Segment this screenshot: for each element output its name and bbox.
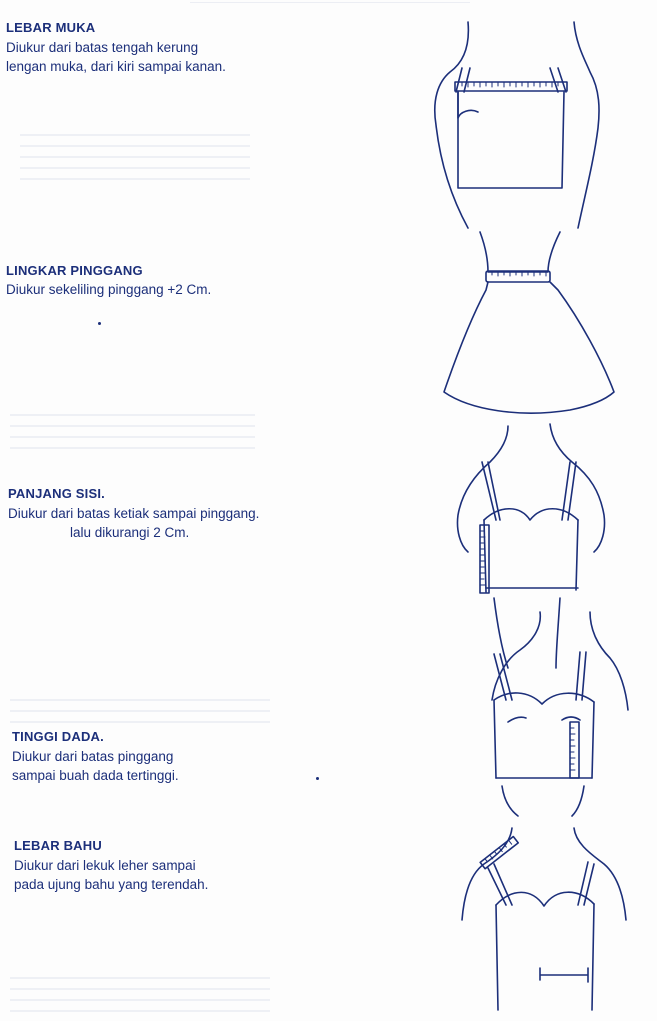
figure-waist	[444, 232, 614, 413]
strap-right	[576, 652, 586, 700]
figure-outline	[574, 22, 599, 228]
figure-shoulder-width	[462, 828, 626, 1010]
figure-bust-height	[492, 612, 628, 816]
bodice-sides	[484, 520, 578, 592]
figure-outline	[590, 612, 628, 710]
dimension-line	[540, 968, 588, 982]
section-line: Diukur sekeliling pinggang +2 Cm.	[6, 282, 212, 297]
section-line: Diukur dari batas ketiak sampai pinggang.	[8, 506, 260, 521]
figure-outline	[492, 612, 540, 700]
strap-right	[550, 68, 566, 92]
section-heading: TINGGI DADA.	[12, 729, 104, 744]
figure-front-width	[435, 22, 599, 228]
section-heading: LINGKAR PINGGANG	[6, 263, 143, 278]
figure-outline	[502, 786, 584, 816]
neckline	[494, 693, 594, 704]
figure-side-length	[457, 424, 604, 668]
bust-points	[508, 717, 580, 722]
skirt-outline	[444, 282, 614, 413]
strap-right	[578, 862, 594, 905]
strap-left	[456, 68, 470, 92]
section-line: sampai buah dada tertinggi.	[12, 768, 179, 783]
figure-outline	[462, 828, 512, 920]
figure-outline	[494, 598, 560, 668]
figure-outline	[457, 426, 508, 552]
torso-outline	[480, 232, 560, 272]
measuring-tape	[455, 82, 567, 91]
bodice-outline	[458, 92, 564, 188]
section-line: lengan muka, dari kiri sampai kanan.	[6, 59, 226, 74]
figure-outline	[574, 828, 626, 920]
section-line: Diukur dari batas pinggang	[12, 749, 174, 764]
section-line: Diukur dari batas tengah kerung	[6, 40, 199, 55]
section-heading: LEBAR BAHU	[14, 838, 102, 853]
section-line: pada ujung bahu yang terendah.	[14, 877, 209, 892]
armhole-line	[458, 92, 478, 118]
section-heading: LEBAR MUKA	[6, 20, 96, 35]
strap-left	[488, 864, 512, 905]
section-line: Diukur dari lekuk leher sampai	[14, 858, 196, 873]
section-heading: PANJANG SISI.	[8, 486, 105, 501]
section-line: lalu dikurangi 2 Cm.	[70, 525, 190, 540]
figure-outline	[435, 22, 469, 228]
bodice-sides	[496, 904, 594, 1010]
